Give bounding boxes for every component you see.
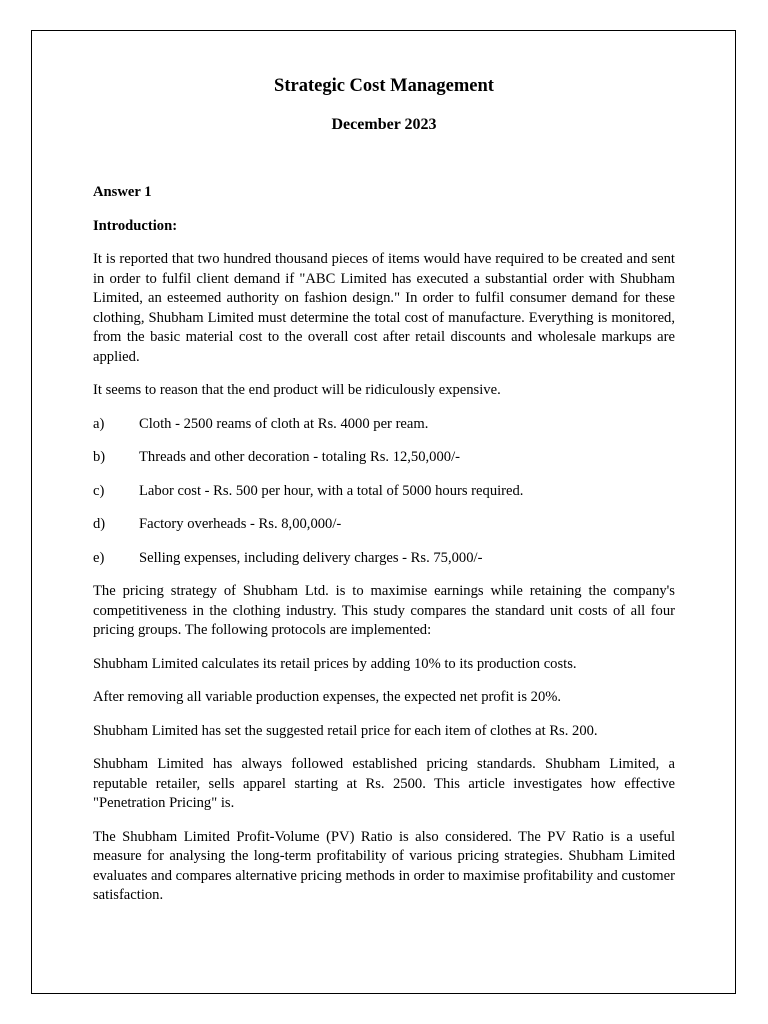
document-title: Strategic Cost Management <box>274 76 494 96</box>
list-item-text: Selling expenses, including delivery charges - Rs. 75,000/- <box>139 549 483 566</box>
list-marker: c) <box>93 482 105 499</box>
list-marker: b) <box>93 449 106 465</box>
answer-heading: Answer 1 <box>93 184 152 200</box>
paragraph: The Shubham Limited Profit-Volume (PV) Ratio is also considered. The PV Ratio is a useful measure for analysing the long-term profitability of various pricing strategies. Shubham Limited evaluates and compares alternative pricing methods in order to maximise profitability and customer satisfaction. <box>93 828 675 903</box>
list-item <box>93 415 675 435</box>
introduction-heading: Introduction: <box>93 217 178 234</box>
list-marker: d) <box>93 516 106 532</box>
document-date: December 2023 <box>331 116 437 133</box>
paragraph: It seems to reason that the end product will be ridiculously expensive. <box>93 382 501 398</box>
list-item <box>93 549 675 569</box>
paragraph: The pricing strategy of Shubham Ltd. is to maximise earnings while retaining the company's competitiveness in the clothing industry. This study compares the standard unit costs of all four pricing groups. The following protocols are implemented: <box>93 583 675 638</box>
list-item-text: Cloth - 2500 reams of cloth at Rs. 4000 per ream. <box>139 415 429 432</box>
paragraph: After removing all variable production expenses, the expected net profit is 20%. <box>93 689 562 705</box>
list-item <box>93 515 675 535</box>
document-body <box>93 74 675 906</box>
list-item-text: Factory overheads - Rs. 8,00,000/- <box>139 516 342 532</box>
paragraph: Shubham Limited has set the suggested retail price for each item of clothes at Rs. 200. <box>93 722 598 739</box>
cost-list <box>93 415 675 569</box>
paragraph: Shubham Limited has always followed established pricing standards. Shubham Limited, a reputable retailer, sells apparel starting at Rs. 2500. This article investigates how effective "Penetration Pricing" is. <box>93 756 675 811</box>
paragraph: It is reported that two hundred thousand pieces of items would have required to be created and sent in order to fulfil client demand if "ABC Limited has executed a substantial order with Shubham Limited, an esteemed authority on fashion design." In order to fulfil consumer demand for these clothing, Shubham Limited must determine the total cost of manufacture. Everything is monitored, from the basic material cost to the overall cost after retail discounts and wholesale markups are applied. <box>93 251 675 365</box>
list-marker: a) <box>93 415 105 432</box>
list-item <box>93 482 675 502</box>
list-item-text: Labor cost - Rs. 500 per hour, with a total of 5000 hours required. <box>139 482 524 499</box>
list-item-text: Threads and other decoration - totaling Rs. 12,50,000/- <box>139 449 460 465</box>
list-item <box>93 448 675 468</box>
list-marker: e) <box>93 549 105 566</box>
paragraph: Shubham Limited calculates its retail prices by adding 10% to its production costs. <box>93 655 577 672</box>
